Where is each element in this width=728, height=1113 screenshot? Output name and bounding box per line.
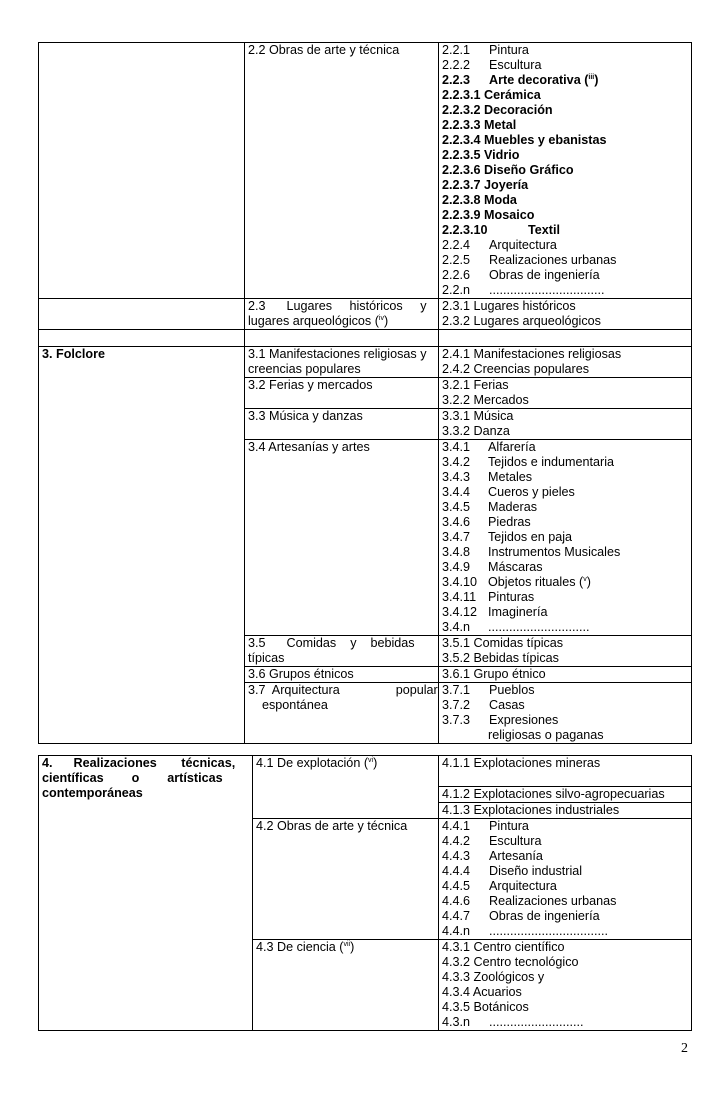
left-cell [39, 299, 245, 330]
category-label [256, 756, 435, 771]
list-item [442, 909, 688, 924]
table-row [39, 347, 692, 378]
item-text: Arquitectura [489, 238, 557, 252]
list-item: 3.2.1 Ferias [442, 378, 509, 392]
item-text: Imaginería [488, 605, 548, 619]
right-cell [439, 667, 692, 683]
item-text: Expresiones [489, 713, 559, 727]
right-cell [439, 378, 692, 409]
item-number: 3.4.1 [442, 440, 471, 454]
item-text-tail: ) [594, 73, 599, 87]
item-text: Arquitectura [489, 879, 557, 893]
item-number: 3.4.7 [442, 530, 471, 544]
item-text: Pintura [489, 43, 529, 57]
item-number: 2.2.3.10 [442, 223, 488, 237]
item-number: 3.4.9 [442, 560, 471, 574]
mid-cell [245, 683, 439, 744]
category-label: 4.2 Obras de arte y técnica [256, 819, 408, 833]
category-text-tail: ) [383, 314, 389, 328]
item-number: 4.4.7 [442, 909, 471, 923]
section-title-cont: contemporáneas [42, 786, 143, 800]
item-text: Realizaciones urbanas [489, 253, 617, 267]
right-cell [439, 43, 692, 299]
list-item: 2.4.1 Manifestaciones religiosas [442, 347, 622, 361]
table-row [39, 756, 692, 787]
item-text: Textil [528, 223, 560, 237]
category-text: 4.1 De explotación ( [256, 756, 369, 770]
list-item: 2.2.3.1 Cerámica [442, 88, 541, 102]
list-item [442, 849, 688, 864]
table-row-spacer [39, 330, 692, 347]
right-cell [439, 299, 692, 330]
item-number: 3.4.12 [442, 605, 478, 619]
list-item [442, 590, 688, 605]
category-label [256, 940, 435, 955]
page-number: 2 [681, 1041, 688, 1056]
footnote-ref: iv [378, 314, 384, 322]
list-item: 4.1.1 Explotaciones mineras [442, 756, 601, 770]
list-item [442, 530, 688, 545]
item-number: 4.4.2 [442, 834, 471, 848]
item-number: 4.4.5 [442, 879, 471, 893]
footnote-ref: v [583, 575, 587, 583]
list-item: 2.2.3.2 Decoración [442, 103, 553, 117]
category-label-cont: creencias populares [248, 362, 361, 376]
table-row [39, 43, 692, 299]
mid-cell [245, 347, 439, 378]
section-title: 4. Realizaciones técnicas, [42, 756, 236, 770]
list-item [442, 698, 688, 713]
classification-table-1 [38, 42, 692, 744]
category-label: 3.7 Arquitectura popular [248, 683, 438, 697]
list-item: 3.3.1 Música [442, 409, 514, 423]
list-item [442, 455, 688, 470]
left-cell [39, 756, 253, 1031]
list-item: 4.3.1 Centro científico [442, 940, 565, 954]
item-text: Piedras [488, 515, 531, 529]
item-number: 4.4.n [442, 924, 471, 938]
list-item [442, 894, 688, 909]
category-label: 3.6 Grupos étnicos [248, 667, 354, 681]
item-number: 2.2.1 [442, 43, 471, 57]
item-number: 3.4.8 [442, 545, 471, 559]
item-number: 3.4.3 [442, 470, 471, 484]
category-label: 2.3 Lugares históricos y [248, 299, 427, 313]
category-text: lugares arqueológicos ( [248, 314, 379, 328]
right-cell [439, 756, 692, 787]
list-item [442, 879, 688, 894]
list-item: 2.2.3.3 Metal [442, 118, 517, 132]
item-number: 2.2.3 [442, 73, 471, 87]
item-number: 3.4.6 [442, 515, 471, 529]
item-text: Tejidos e indumentaria [488, 455, 615, 469]
item-text: Diseño industrial [489, 864, 583, 878]
item-text: Escultura [489, 58, 542, 72]
right-cell [439, 787, 692, 819]
section-title-cont: científicas o artísticas [42, 771, 223, 785]
item-number: 3.4.2 [442, 455, 471, 469]
list-item: 4.1.2 Explotaciones silvo-agropecuarias [439, 787, 691, 803]
category-text-tail: ) [350, 940, 355, 954]
item-text: Metales [488, 470, 533, 484]
mid-cell [245, 667, 439, 683]
category-label-cont: típicas [248, 651, 285, 665]
list-item: 2.4.2 Creencias populares [442, 362, 590, 376]
category-label: 3.2 Ferias y mercados [248, 378, 373, 392]
list-item: 2.2.3.4 Muebles y ebanistas [442, 133, 607, 147]
list-item [442, 73, 688, 88]
item-text: Maderas [488, 500, 537, 514]
list-item: 2.2.3.6 Diseño Gráfico [442, 163, 574, 177]
item-number: 3.7.3 [442, 713, 471, 727]
item-number: 3.7.2 [442, 698, 471, 712]
list-item [442, 924, 688, 939]
table-row [39, 299, 692, 330]
list-item [442, 605, 688, 620]
item-number: 2.2.5 [442, 253, 471, 267]
list-item: 3.6.1 Grupo étnico [442, 667, 546, 681]
item-number: 4.4.4 [442, 864, 471, 878]
list-item [442, 43, 688, 58]
category-label-cont [248, 314, 435, 329]
list-item: 3.5.2 Bebidas típicas [442, 651, 559, 665]
list-item: 4.3.2 Centro tecnológico [442, 955, 579, 969]
list-item [442, 283, 688, 298]
item-number: 3.7.1 [442, 683, 471, 697]
list-item [442, 575, 688, 590]
list-item: 3.2.2 Mercados [442, 393, 529, 407]
section-title: 3. Folclore [42, 347, 105, 361]
item-text: Artesanía [489, 849, 543, 863]
list-item [442, 440, 688, 455]
left-cell [39, 347, 245, 744]
right-cell [439, 440, 692, 636]
item-text-tail: ) [586, 575, 591, 589]
footnote-ref: iii [588, 73, 595, 81]
item-number: 2.2.n [442, 283, 471, 297]
item-text: .................................. [489, 924, 608, 938]
list-item: 2.2.3.5 Vidrio [442, 148, 520, 162]
item-text: ................................. [489, 283, 605, 297]
list-item [442, 683, 688, 698]
mid-cell [245, 299, 439, 330]
mid-cell [253, 940, 439, 1031]
item-text: Alfarería [488, 440, 536, 454]
list-item [442, 620, 688, 635]
item-text: Instrumentos Musicales [488, 545, 621, 559]
right-cell [439, 683, 692, 744]
list-item [442, 864, 688, 879]
item-text: Pintura [489, 819, 529, 833]
item-number: 3.4.n [442, 620, 471, 634]
list-item [442, 1015, 688, 1030]
list-item: 4.3.3 Zoológicos y [442, 970, 545, 984]
right-cell [439, 347, 692, 378]
item-text: Casas [489, 698, 525, 712]
list-item: 2.2.3.8 Moda [442, 193, 517, 207]
item-text: Pueblos [489, 683, 535, 697]
category-label: 3.1 Manifestaciones religiosas y [248, 347, 427, 361]
item-text: ............................. [488, 620, 590, 634]
list-item [442, 515, 688, 530]
right-cell [439, 409, 692, 440]
item-text: Objetos rituales ( [488, 575, 584, 589]
category-label: 3.3 Música y danzas [248, 409, 363, 423]
list-item: 4.3.4 Acuarios [442, 985, 522, 999]
classification-table-2 [38, 755, 692, 1031]
list-item [442, 500, 688, 515]
item-number: 4.3.n [442, 1015, 471, 1029]
list-item [442, 560, 688, 575]
item-text: Escultura [489, 834, 542, 848]
list-item: 2.2.3.9 Mosaico [442, 208, 535, 222]
right-cell [439, 636, 692, 667]
item-number: 3.4.10 [442, 575, 478, 589]
list-item: 3.3.2 Danza [442, 424, 510, 438]
list-item [442, 223, 688, 238]
left-cell [39, 43, 245, 299]
item-number: 2.2.2 [442, 58, 471, 72]
item-text: ........................... [489, 1015, 584, 1029]
item-number: 3.4.11 [442, 590, 477, 604]
list-item [442, 834, 688, 849]
category-label: 3.4 Artesanías y artes [248, 440, 370, 454]
item-number: 4.4.3 [442, 849, 471, 863]
item-text: Obras de ingeniería [489, 909, 600, 923]
right-cell [439, 940, 692, 1031]
footnote-ref: vii [343, 940, 351, 948]
list-item: 2.2.3.7 Joyería [442, 178, 529, 192]
item-text: Cueros y pieles [488, 485, 575, 499]
item-text: Realizaciones urbanas [489, 894, 617, 908]
item-number: 3.4.4 [442, 485, 471, 499]
mid-cell [253, 756, 439, 819]
list-item: 2.3.2 Lugares arqueológicos [442, 314, 601, 328]
category-label-cont: espontánea [262, 698, 328, 712]
mid-cell [253, 819, 439, 940]
item-text: Tejidos en paja [488, 530, 573, 544]
item-text: Obras de ingeniería [489, 268, 600, 282]
item-number: 2.2.4 [442, 238, 471, 252]
list-item [442, 58, 688, 73]
mid-cell [245, 636, 439, 667]
list-item [442, 253, 688, 268]
list-item [442, 238, 688, 253]
category-label: 2.2 Obras de arte y técnica [248, 43, 400, 57]
mid-cell [245, 43, 439, 299]
list-item: 4.3.5 Botánicos [442, 1000, 529, 1014]
mid-cell [245, 440, 439, 636]
item-text: Arte decorativa ( [489, 73, 589, 87]
list-item: 4.1.3 Explotaciones industriales [442, 803, 620, 817]
item-number: 4.4.1 [442, 819, 471, 833]
category-text: 4.3 De ciencia ( [256, 940, 344, 954]
footnote-ref: vi [368, 756, 374, 764]
item-text: Pinturas [488, 590, 535, 604]
mid-cell [245, 378, 439, 409]
list-item [442, 545, 688, 560]
list-item: 2.3.1 Lugares históricos [442, 299, 576, 313]
right-cell [439, 819, 692, 940]
item-number: 3.4.5 [442, 500, 471, 514]
category-label: 3.5 Comidas y bebidas [248, 636, 415, 650]
item-text: Máscaras [488, 560, 543, 574]
mid-cell [245, 409, 439, 440]
list-item-cont: religiosas o paganas [488, 728, 604, 742]
list-item [442, 470, 688, 485]
category-text-tail: ) [373, 756, 378, 770]
list-item [442, 268, 688, 283]
list-item [442, 485, 688, 500]
list-item [442, 819, 688, 834]
list-item: 3.5.1 Comidas típicas [442, 636, 564, 650]
item-number: 4.4.6 [442, 894, 471, 908]
list-item [442, 713, 688, 728]
item-number: 2.2.6 [442, 268, 471, 282]
